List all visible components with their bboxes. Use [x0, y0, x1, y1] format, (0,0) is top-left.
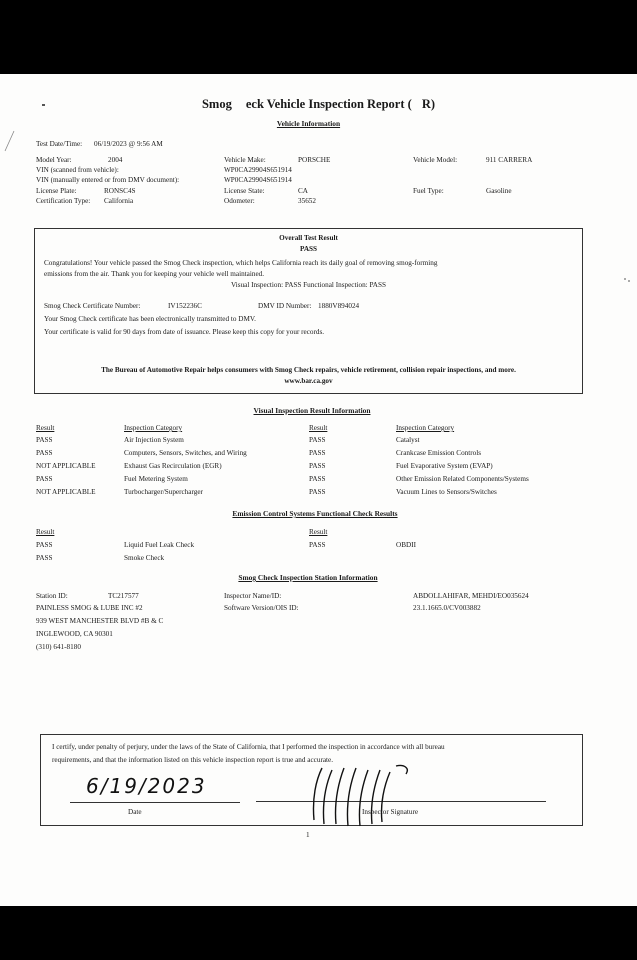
- inspector-label: Inspector Name/ID:: [224, 592, 282, 600]
- visual-col-result-right: Result: [309, 424, 328, 432]
- vin-manual-value: WP0CA29904S651914: [224, 176, 292, 184]
- visual-result: PASS: [309, 436, 326, 444]
- visual-category: Fuel Evaporative System (EVAP): [396, 462, 493, 470]
- software-value: 23.1.1665.0/CV003882: [413, 604, 481, 612]
- visual-functional-result: Visual Inspection: PASS Functional Inspection: PASS: [231, 281, 386, 289]
- vehicle-model-label: Vehicle Model:: [413, 156, 458, 164]
- signature-label: Inspector Signature: [362, 808, 419, 816]
- visual-category: Air Injection System: [124, 436, 184, 444]
- bar-website: www.bar.ca.gov: [284, 377, 333, 385]
- scan-stroke: [2, 129, 16, 153]
- certification-text-1: I certify, under penalty of perjury, under the laws of the State of California, that I performed the inspection in accordance with all bureau: [52, 743, 445, 751]
- congratulations-text-1: Congratulations! Your vehicle passed the Smog Check inspection, which helps California reach its daily goal of removing smog-forming: [44, 259, 438, 267]
- odometer-value: 35652: [298, 197, 316, 205]
- visual-col-result-left: Result: [36, 424, 55, 432]
- certification-type-value: California: [104, 197, 134, 205]
- visual-result: PASS: [309, 475, 326, 483]
- certification-text-2: requirements, and that the information listed on this vehicle inspection report is true and accurate.: [52, 756, 334, 764]
- fuel-type-label: Fuel Type:: [413, 187, 444, 195]
- certification-type-label: Certification Type:: [36, 197, 91, 205]
- visual-result: PASS: [309, 488, 326, 496]
- bar-info-text: The Bureau of Automotive Repair helps consumers with Smog Check repairs, vehicle retirement, collision repair inspections, and more.: [101, 366, 516, 374]
- visual-category: Computers, Sensors, Switches, and Wiring: [124, 449, 247, 457]
- station-id-value: TC217577: [108, 592, 139, 600]
- visual-category: Other Emission Related Components/Systems: [396, 475, 529, 483]
- license-state-value: CA: [298, 187, 308, 195]
- visual-category: Exhaust Gas Recirculation (EGR): [124, 462, 222, 470]
- visual-result: NOT APPLICABLE: [36, 462, 96, 470]
- vin-scanned-label: VIN (scanned from vehicle):: [36, 166, 119, 174]
- software-label: Software Version/OIS ID:: [224, 604, 299, 612]
- document-page: [0, 74, 637, 906]
- emission-result: PASS: [309, 541, 326, 549]
- visual-result: PASS: [309, 449, 326, 457]
- inspector-signature-mark: [306, 758, 419, 830]
- license-state-label: License State:: [224, 187, 265, 195]
- emission-category: OBDII: [396, 541, 416, 549]
- vehicle-make-label: Vehicle Make:: [224, 156, 266, 164]
- page-number: 1: [306, 831, 310, 839]
- visual-result: PASS: [309, 462, 326, 470]
- visual-result: PASS: [36, 436, 53, 444]
- vehicle-model-value: 911 CARRERA: [486, 156, 533, 164]
- emission-category: Smoke Check: [124, 554, 165, 562]
- visual-category: Vacuum Lines to Sensors/Switches: [396, 488, 497, 496]
- emission-col-result-right: Result: [309, 528, 328, 536]
- visual-result: PASS: [36, 475, 53, 483]
- visual-category: Catalyst: [396, 436, 420, 444]
- emission-result: PASS: [36, 554, 53, 562]
- dmv-id-label: DMV ID Number:: [258, 302, 312, 310]
- vin-scanned-value: WP0CA29904S651914: [224, 166, 292, 174]
- vehicle-make-value: PORSCHE: [298, 156, 331, 164]
- certificate-number-label: Smog Check Certificate Number:: [44, 302, 141, 310]
- handwritten-date: 6/19/2023: [86, 774, 207, 798]
- scan-speck: [628, 280, 630, 282]
- station-phone: (310) 641-8180: [36, 643, 81, 651]
- vin-manual-label: VIN (manually entered or from DMV document):: [36, 176, 180, 184]
- emission-control-heading: Emission Control Systems Functional Check Results: [232, 509, 398, 518]
- station-id-label: Station ID:: [36, 592, 68, 600]
- certificate-number-value: IV152236C: [168, 302, 202, 310]
- dmv-id-value: 1880V894024: [318, 302, 360, 310]
- visual-inspection-heading: Visual Inspection Result Information: [253, 406, 371, 415]
- model-year-label: Model Year:: [36, 156, 72, 164]
- overall-result-value: PASS: [299, 245, 318, 253]
- model-year-value: 2004: [108, 156, 123, 164]
- visual-category: Crankcase Emission Controls: [396, 449, 482, 457]
- visual-category: Turbocharger/Supercharger: [124, 488, 203, 496]
- vehicle-information-heading: Vehicle Information: [276, 119, 341, 128]
- visual-result: NOT APPLICABLE: [36, 488, 96, 496]
- station-address-2: INGLEWOOD, CA 90301: [36, 630, 113, 638]
- visual-category: Fuel Metering System: [124, 475, 188, 483]
- license-plate-label: License Plate:: [36, 187, 77, 195]
- station-name: PAINLESS SMOG & LUBE INC #2: [36, 604, 143, 612]
- visual-result: PASS: [36, 449, 53, 457]
- date-label: Date: [128, 808, 142, 816]
- test-datetime-value: 06/19/2023 @ 9:56 AM: [94, 140, 163, 148]
- date-line: [70, 802, 240, 803]
- report-title: Smog eck Vehicle Inspection Report ( R): [201, 97, 436, 111]
- visual-col-category-right: Inspection Category: [396, 424, 455, 432]
- station-address-1: 939 WEST MANCHESTER BLVD #B & C: [36, 617, 164, 625]
- emission-col-result-left: Result: [36, 528, 55, 536]
- transmitted-text: Your Smog Check certificate has been electronically transmitted to DMV.: [44, 315, 256, 323]
- fuel-type-value: Gasoline: [486, 187, 512, 195]
- scan-speck: [624, 278, 626, 280]
- visual-col-category-left: Inspection Category: [124, 424, 183, 432]
- test-datetime-label: Test Date/Time:: [36, 140, 83, 148]
- emission-category: Liquid Fuel Leak Check: [124, 541, 195, 549]
- station-information-heading: Smog Check Inspection Station Information: [238, 573, 378, 582]
- inspector-value: ABDOLLAHIFAR, MEHDI/EO035624: [413, 592, 529, 600]
- congratulations-text-2: emissions from the air. Thank you for keeping your vehicle well maintained.: [44, 270, 265, 278]
- odometer-label: Odometer:: [224, 197, 255, 205]
- overall-result-heading: Overall Test Result: [279, 234, 338, 242]
- license-plate-value: RONSC4S: [104, 187, 136, 195]
- validity-text: Your certificate is valid for 90 days from date of issuance. Please keep this copy for your records.: [44, 328, 325, 336]
- emission-result: PASS: [36, 541, 53, 549]
